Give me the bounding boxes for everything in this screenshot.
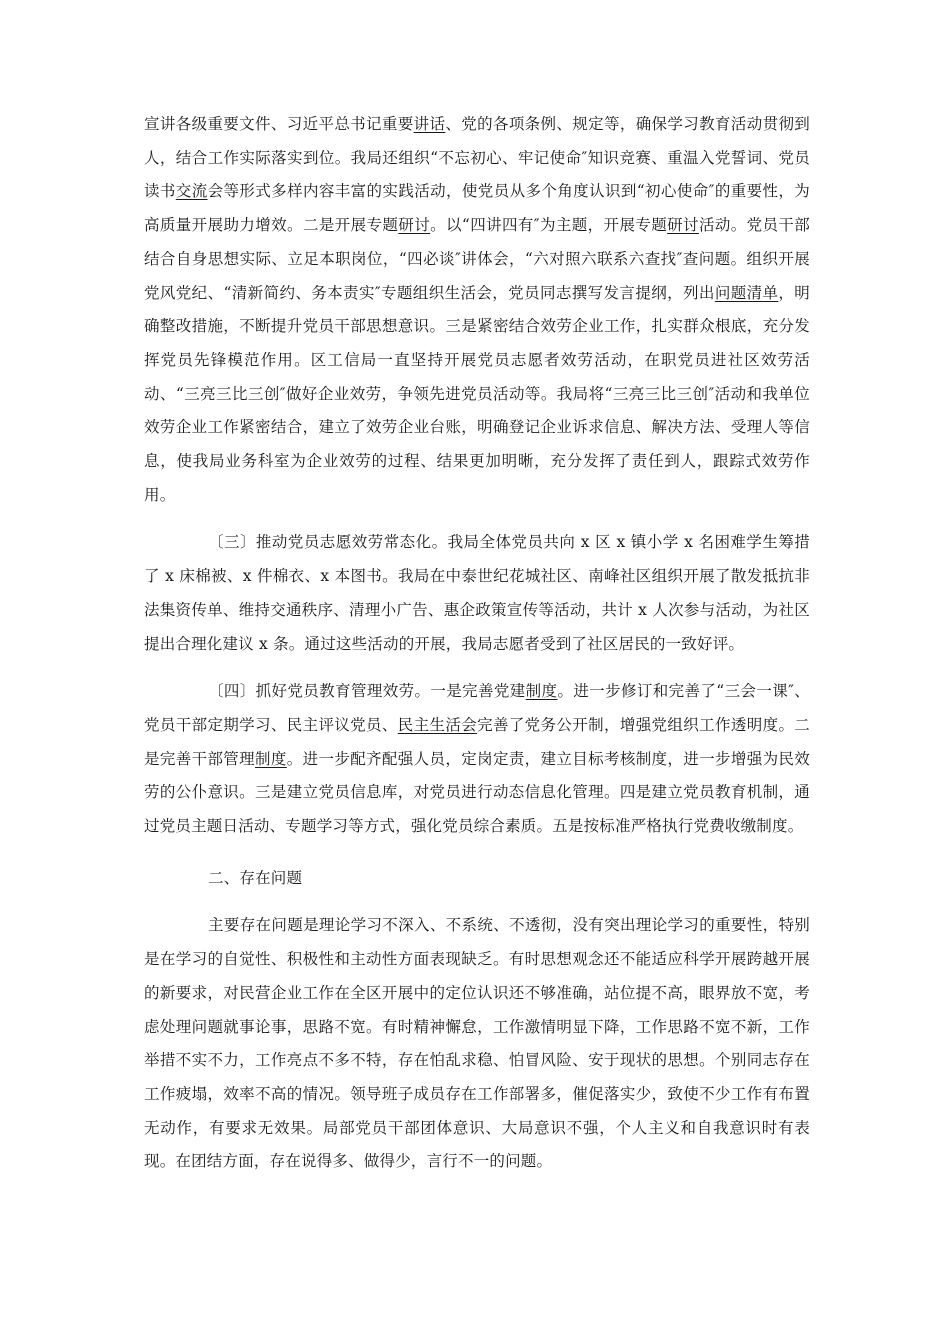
text-segment: 。以“四讲四有″为主题，开展专题 <box>430 216 668 235</box>
underlined-term[interactable]: 民主生活会 <box>397 715 478 734</box>
underlined-term[interactable]: 交流 <box>175 182 208 201</box>
text-segment: 、党的各项条例、规定等，确保学习教育活动贯彻到人，结合工作实际落实到位。我局还组织“不忘初心、牢记使命″知识竞赛、重温入党誓词、党员读书 <box>144 115 811 201</box>
text-segment: ，明确整改措施，不断提升党员干部思想意识。三是紧密结合效劳企业工作，扎实群众根底，充分发挥党员先锋模范作用。区工信局一直坚持开展党员志愿者效劳活动，在职党员进社区效劳活动、“三亮三比三创″做好企业效劳，争领先进党员活动等。我局将“三亮三比三创″活动和我单位效劳企业工作紧密结合，建立了效劳企业台账，明确登记企业诉求信息、解决方法、受理人等信息，使我局业务科室为企业效劳的过程、结果更加明晰，充分发挥了责任到人，跟踪式效劳作用。 <box>144 283 810 504</box>
paragraph-education-management <box>144 675 810 844</box>
underlined-term[interactable]: 讲话 <box>413 115 446 133</box>
text-segment: 完善了党务公开制，增强党组织工作透明度。二是完善干部管理 <box>144 715 811 768</box>
underlined-term[interactable]: 制度 <box>255 749 287 768</box>
underlined-term[interactable]: 问题清单 <box>714 283 779 302</box>
underlined-term[interactable]: 研讨 <box>667 216 699 235</box>
paragraph-study-education <box>144 108 810 512</box>
text-segment: 。进一步修订和完善了“三会一课″、党员干部定期学习、民主评议党员、 <box>144 682 810 734</box>
text-segment: 会等形式多样内容丰富的实践活动，使党员从多个角度认识到“初心使命″的重要性，为高质量开展助力增效。二是开展专题 <box>144 182 810 235</box>
text-segment: 。进一步配齐配强人员，定岗定责，建立目标考核制度，进一步增强为民效劳的公仆意识。三是建立党员信息库，对党员进行动态信息化管理。四是建立党员教育机制，通过党员主题日活动、专题学习等方式，强化党员综合素质。五是按标准严格执行党费收缴制度。 <box>144 749 811 836</box>
text-segment: 〔四〕抓好党员教育管理效劳。一是完善党建 <box>208 682 526 701</box>
text-segment: 二、存在问题 <box>208 868 303 887</box>
text-segment: 〔三〕推动党员志愿效劳常态化。我局全体党员共向 x 区 x 镇小学 x 名困难学生筹措了 x 床棉被、x 件棉衣、x 本图书。我局在中泰世纪花城社区、南峰社区组织开展了散发抵抗非法集资传单、维持交通秩序、清理小广告、惠企政策宣传等活动，共计 x 人次参与活动，为社区提出合理化建议 x 条。通过这些活动的开展，我局志愿者受到了社区居民的一致好评。 <box>144 533 810 653</box>
text-segment: 主要存在问题是理论学习不深入、不系统、不透彻，没有突出理论学习的重要性，特别是在学习的自觉性、积极性和主动性方面表现缺乏。有时思想观念还不能适应科学开展跨越开展的新要求，对民营企业工作在全区开展中的定位认识还不够准确，站位提不高，眼界放不宽，考虑处理问题就事论事，思路不宽。有时精神懈怠，工作激情明显下降，工作思路不宽不新，工作举措不实不力，工作亮点不多不特，存在怕乱求稳、怕冒风险、安于现状的思想。个别同志存在工作疲塌，效率不高的情况。领导班子成员存在工作部署多，催促落实少，致使不少工作有布置无动作，有要求无效果。局部党员干部团体意识、大局意识不强，个人主义和自我意识时有表现。在团结方面，存在说得多、做得少，言行不一的问题。 <box>144 916 810 1171</box>
underlined-term[interactable]: 制度 <box>525 682 558 701</box>
paragraph-problems-detail <box>144 909 810 1179</box>
underlined-term[interactable]: 研讨 <box>398 216 431 235</box>
paragraph-volunteer-service <box>144 526 810 661</box>
section-heading-existing-problems <box>144 862 810 896</box>
text-segment: 宣讲各级重要文件、习近平总书记重要 <box>144 115 414 133</box>
text-segment: 活动。党员干部结合自身思想实际、立足本职岗位，“四必谈″讲体会，“六对照六联系六查找″查问题。组织开展党风党纪、“清新简约、务本责实″专题组织生活会，党员同志撰写发言提纲，列出 <box>144 216 811 302</box>
document-page <box>144 108 810 1179</box>
